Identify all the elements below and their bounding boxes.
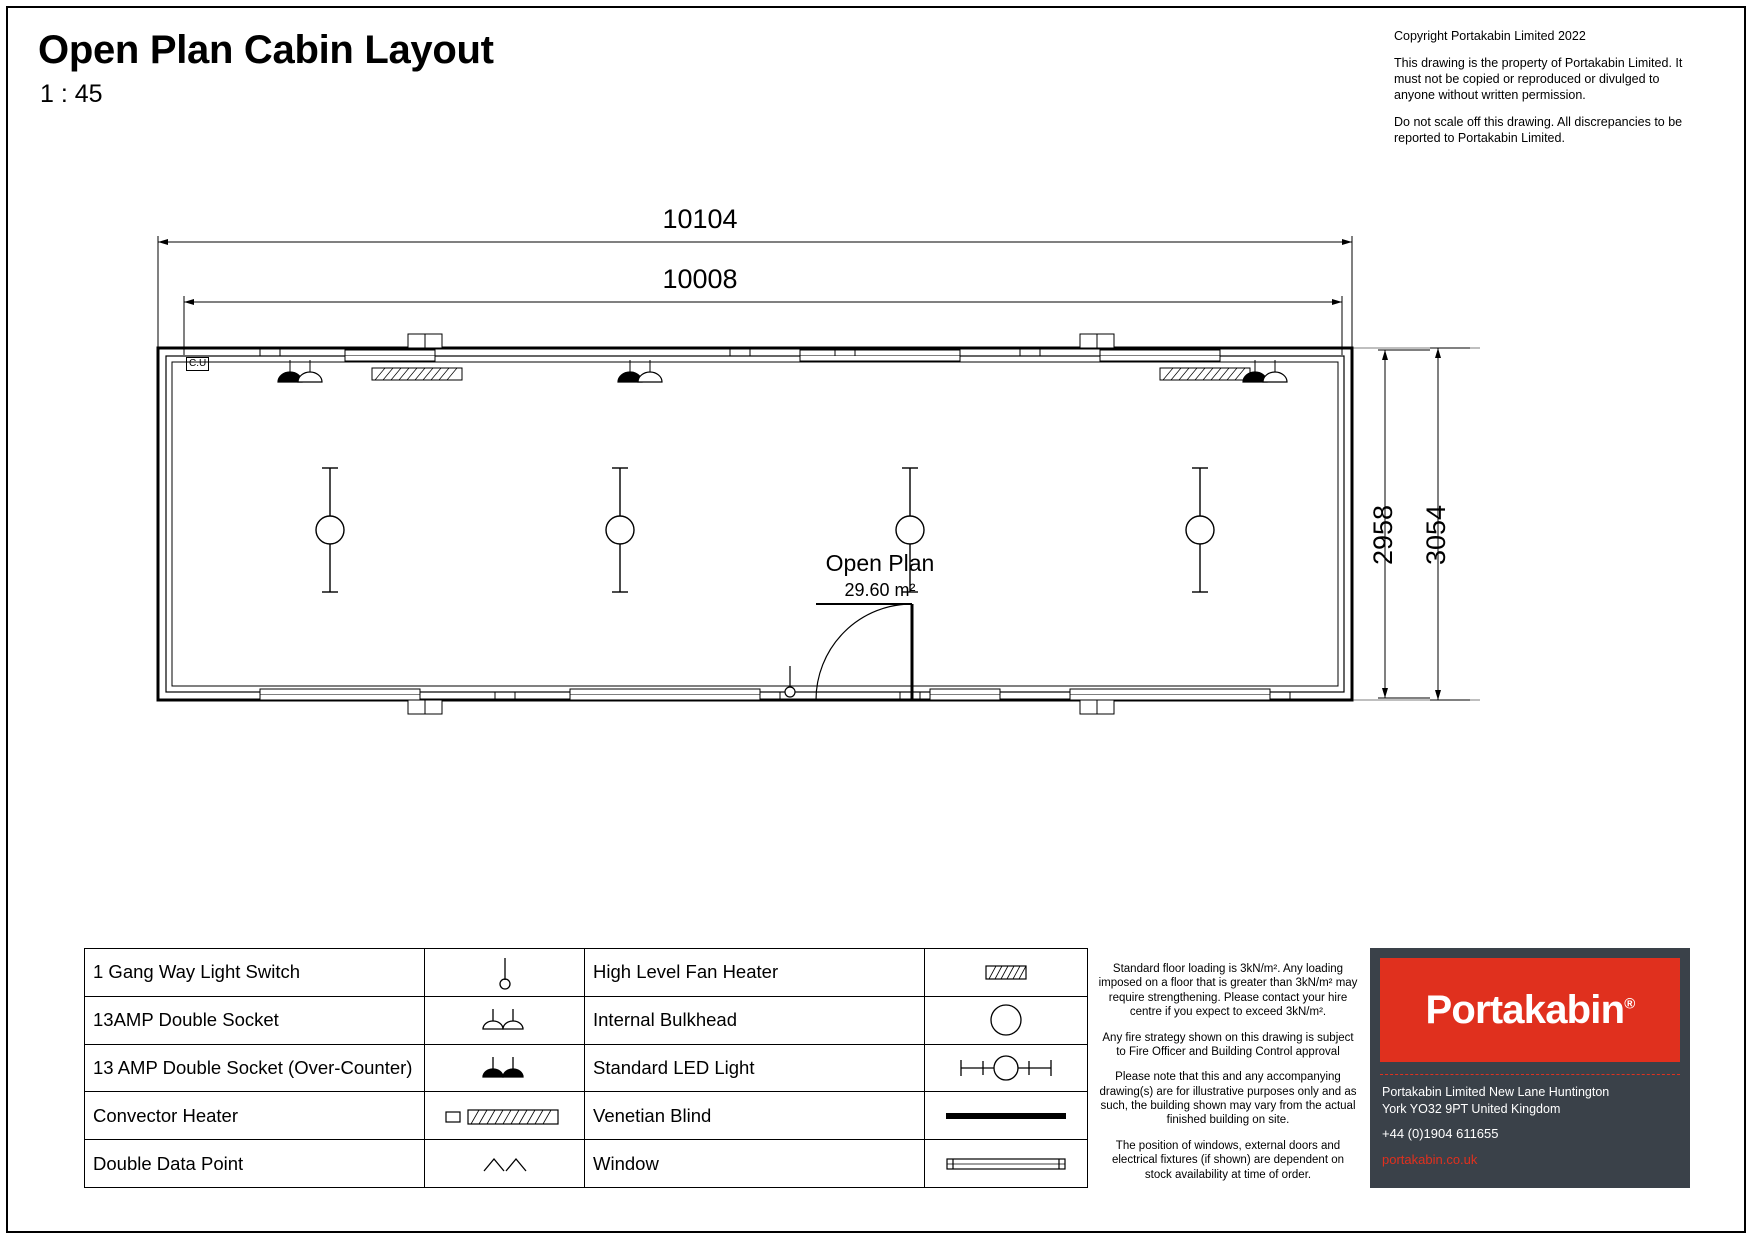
legend-row: [85, 949, 1087, 997]
portakabin-logo: [1380, 958, 1680, 1062]
legend-label-double-socket: 13AMP Double Socket: [85, 997, 425, 1044]
copyright-block: [1394, 28, 1694, 157]
note-stock-availability: The position of windows, external doors and electrical fixtures (if shown) are dependent on stock availability at time of order.: [1111, 1139, 1345, 1181]
double-socket-icon: [425, 997, 585, 1044]
bulkhead-icon: [925, 997, 1087, 1044]
note-illustrative: Please note that this and any accompanying drawing(s) are for illustrative purposes only and as such, the building shown may vary from the actual finished building on site.: [1099, 1071, 1357, 1127]
brand-logo-word: Portakabin: [1425, 987, 1625, 1032]
notes-block: [1088, 948, 1368, 1188]
brand-phone: +44 (0)1904 611655: [1382, 1126, 1499, 1141]
brand-address: [1382, 1084, 1682, 1118]
brand-logo-text: [1426, 988, 1635, 1033]
light-switch-icon: [425, 949, 585, 996]
legend-label-internal-bulkhead: Internal Bulkhead: [585, 997, 925, 1044]
dimension-overall-width: 10104: [662, 204, 738, 234]
dimension-overall-height: 3054: [1421, 504, 1451, 566]
page-title: Open Plan Cabin Layout: [38, 28, 494, 72]
copyright-line: Copyright Portakabin Limited 2022: [1394, 29, 1586, 43]
convector-heater-icon: [425, 1092, 585, 1139]
copyright-paragraph-2: Do not scale off this drawing. All discrepancies to be reported to Portakabin Limited.: [1394, 115, 1683, 145]
data-point-icon: [425, 1140, 585, 1187]
note-floor-loading: Standard floor loading is 3kN/m². Any loading imposed on a floor that is greater than 3kN/m² may require strengthening. Please contact your hire centre if you expect to exceed 3kN/m².: [1098, 963, 1358, 1019]
copyright-paragraph-1: This drawing is the property of Portakabin Limited. It must not be copied or reproduced or divulged to anyone without written permission.: [1394, 56, 1683, 102]
registered-mark: ®: [1624, 995, 1635, 1013]
room-name-label: Open Plan: [825, 550, 935, 576]
legend-label-double-socket-over-counter: [85, 1045, 425, 1092]
legend-row: [85, 1092, 1087, 1140]
legend-label-window: Window: [585, 1140, 925, 1187]
plan-drawing-svg: [140, 200, 1660, 840]
double-socket-over-counter-icon: [425, 1045, 585, 1092]
legend-label-venetian-blind: Venetian Blind: [585, 1092, 925, 1139]
room-area-label: 29.60 m²: [844, 580, 916, 600]
legend-label-text: 13 AMP Double Socket (Over-Counter): [93, 1056, 413, 1078]
fan-heater-icon: [925, 949, 1087, 996]
brand-divider: [1380, 1074, 1680, 1075]
legend-row: [85, 1045, 1087, 1093]
legend-label-fan-heater: High Level Fan Heater: [585, 949, 925, 996]
note-fire-strategy: Any fire strategy shown on this drawing is subject to Fire Officer and Building Control approval: [1102, 1031, 1354, 1058]
dimension-inner-width: 10008: [662, 264, 738, 294]
legend-table: [84, 948, 1088, 1188]
legend-row: [85, 1140, 1087, 1187]
legend-row: [85, 997, 1087, 1045]
legend-label-light-switch: 1 Gang Way Light Switch: [85, 949, 425, 996]
legend-label-led-light: Standard LED Light: [585, 1045, 925, 1092]
drawing-scale: 1 : 45: [40, 80, 103, 108]
brand-website-link[interactable]: portakabin.co.uk: [1382, 1152, 1478, 1167]
legend-label-double-data-point: Double Data Point: [85, 1140, 425, 1187]
dimension-inner-height: 2958: [1368, 504, 1398, 566]
venetian-blind-icon: [925, 1092, 1087, 1139]
consumer-unit-label: C.U: [186, 357, 209, 371]
legend-label-convector-heater: Convector Heater: [85, 1092, 425, 1139]
brand-address-line-2: York YO32 9PT United Kingdom: [1382, 1101, 1561, 1116]
brand-panel: [1370, 948, 1690, 1188]
brand-address-line-1: Portakabin Limited New Lane Huntington: [1382, 1085, 1610, 1099]
led-light-icon: [925, 1045, 1087, 1092]
floor-plan: [140, 200, 1660, 840]
window-icon: [925, 1140, 1087, 1187]
